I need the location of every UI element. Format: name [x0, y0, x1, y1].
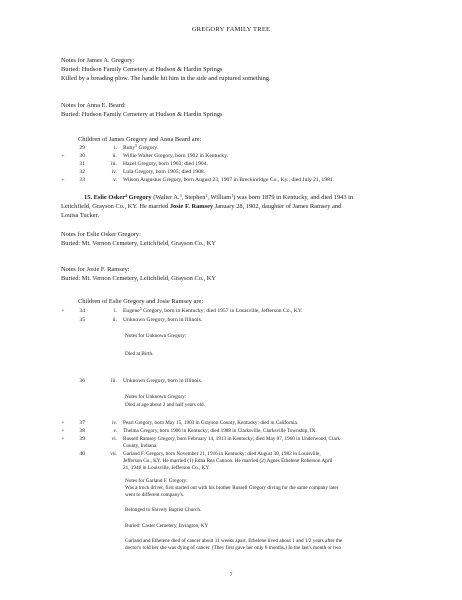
cancer-note-2: doctor's told her she was dying of cancer. (They first gave her only 6 months.) In the last's month or two: [125, 545, 341, 551]
child-row: 29 i. Ruby$^5$ Gregory.: [79, 143, 159, 151]
notes-garland-1: Was a truck driver, first started out with his brother Russell Gregory diving for the same company later: [125, 485, 339, 491]
entry-15-line3: Louisa Tucker.: [61, 212, 99, 219]
notes-title-anna: Notes for Anna E. Beard:: [61, 102, 126, 109]
killed-james: Killed by a breading plow. The handle hit him in the side and ruptured something.: [61, 75, 271, 82]
child-row: + 37 iv. Pearl Gregory, born May 15, 1903 in Grayson County, Kentucky; died in California.: [61, 420, 299, 426]
buried-james: Buried: Hudson Family Cemetery at Hudson & Hardin Springs: [61, 66, 223, 73]
child-row: + 33 v. Wilson Augustus Gregory, born August 23, 1907 in Breckinridge Co., Ky.; died July 21, 1981.: [61, 177, 335, 183]
notes-title-james: Notes for James A. Gregory:: [61, 57, 135, 64]
entry-15-line1: 15. Eslie Osker$^4$ Gregory (Walter A.$^3$, Stephen$^2$, William$^1$) was born 1879 in Kentucky, and died 1943 in: [84, 193, 354, 201]
child-row: + 38 v. Thelma Gregory, born 1906 in Kentucky; died 1988 in Clarksville, Clarksville Township, IN.: [61, 428, 317, 434]
notes-unknown-2: Died at age about 2 and half years old.: [125, 402, 205, 408]
child-row: 32 iv. Lula Gregory, born 1905; died 1908.: [79, 169, 206, 175]
buried-anna: Buried: Hudson Family Cemetery at Hudson & Hardin Springs: [61, 111, 223, 118]
notes-title-unknown-2: Notes for Unknown Gregory:: [125, 394, 187, 400]
child-row: 40 vii. Garland F. Gregory, born November 21, 1916 in Kentucky; died August 30, 1982 in Louisville, Jefferson Co., KY. He married (1) Edna Rea Cannon. He married (2) Agnes Ethelene Roberson April 21, 1946 in Louisville, Jefferson Co., KY.: [79, 451, 333, 471]
buried-garland: Buried: Caster Cemetery, Irvington, KY: [125, 523, 209, 529]
notes-title-garland: Notes for Garland F. Gregory:: [125, 478, 188, 484]
child-row: 31 iii. Hazel Gregory, born 1903; died 1904.: [79, 161, 208, 167]
children-heading-james: Children of James Gregory and Anna Beard are:: [78, 136, 202, 143]
child-row: + 30 ii. Willie Walter Gregory, born 1902 in Kentucky.: [61, 153, 229, 159]
buried-eslie: Buried: Mt. Vernon Cemetery, Leitchfield, Grayson Co., KY: [61, 240, 216, 247]
child-row: + 34 i. Eugene$^5$ Gregory, born in Kentucky; died 1957 in Louisville, Jefferson Co., KY.: [61, 306, 303, 314]
notes-title-eslie: Notes for Eslie Osker Gregory:: [61, 231, 141, 238]
notes-title-unknown-1: Notes for Unknown Gregory:: [125, 333, 187, 339]
notes-unknown-1: Died at Birth.: [125, 351, 154, 357]
church-garland: Belonged to Shively Baptist Church.: [125, 507, 202, 513]
buried-josie: Buried: Mt. Vernon Cemetery, Leitchfield, Grayson Co., KY: [61, 275, 216, 282]
child-text: Ruby$^5$ Gregory.: [123, 143, 159, 151]
child-row: 36 iii. Unknown Gregory, born in Illinois.: [79, 378, 203, 384]
notes-title-josie: Notes for Josie F. Ramsey:: [61, 266, 130, 273]
child-row: 35 ii. Unknown Gregory, born in Illinois.: [79, 317, 203, 323]
entry-15-line2: Leitchfield, Grayson Co., KY. He married Josie F. Ramsey January 28, 1902, daughter of James Ramsey and: [61, 203, 342, 210]
child-row: + 39 vi. Russell Ramsey Gregory, born February 14, 1913 in Kentucky; died May 07, 1960 in Underwood, Clark County, Indiana.: [61, 436, 341, 449]
page-title: GREGORY FAMILY TREE: [191, 26, 271, 33]
cancer-note-1: Garland and Ethelene died of cancer about 11 weeks apart. Ethelene lived about 1 and 1/2 years after the: [125, 538, 343, 544]
notes-garland-2: went to different company's.: [125, 492, 185, 498]
page-number: 7: [229, 572, 233, 578]
children-heading-eslie: Children of Eslie Gregory and Josie Ramsey are:: [78, 298, 204, 305]
